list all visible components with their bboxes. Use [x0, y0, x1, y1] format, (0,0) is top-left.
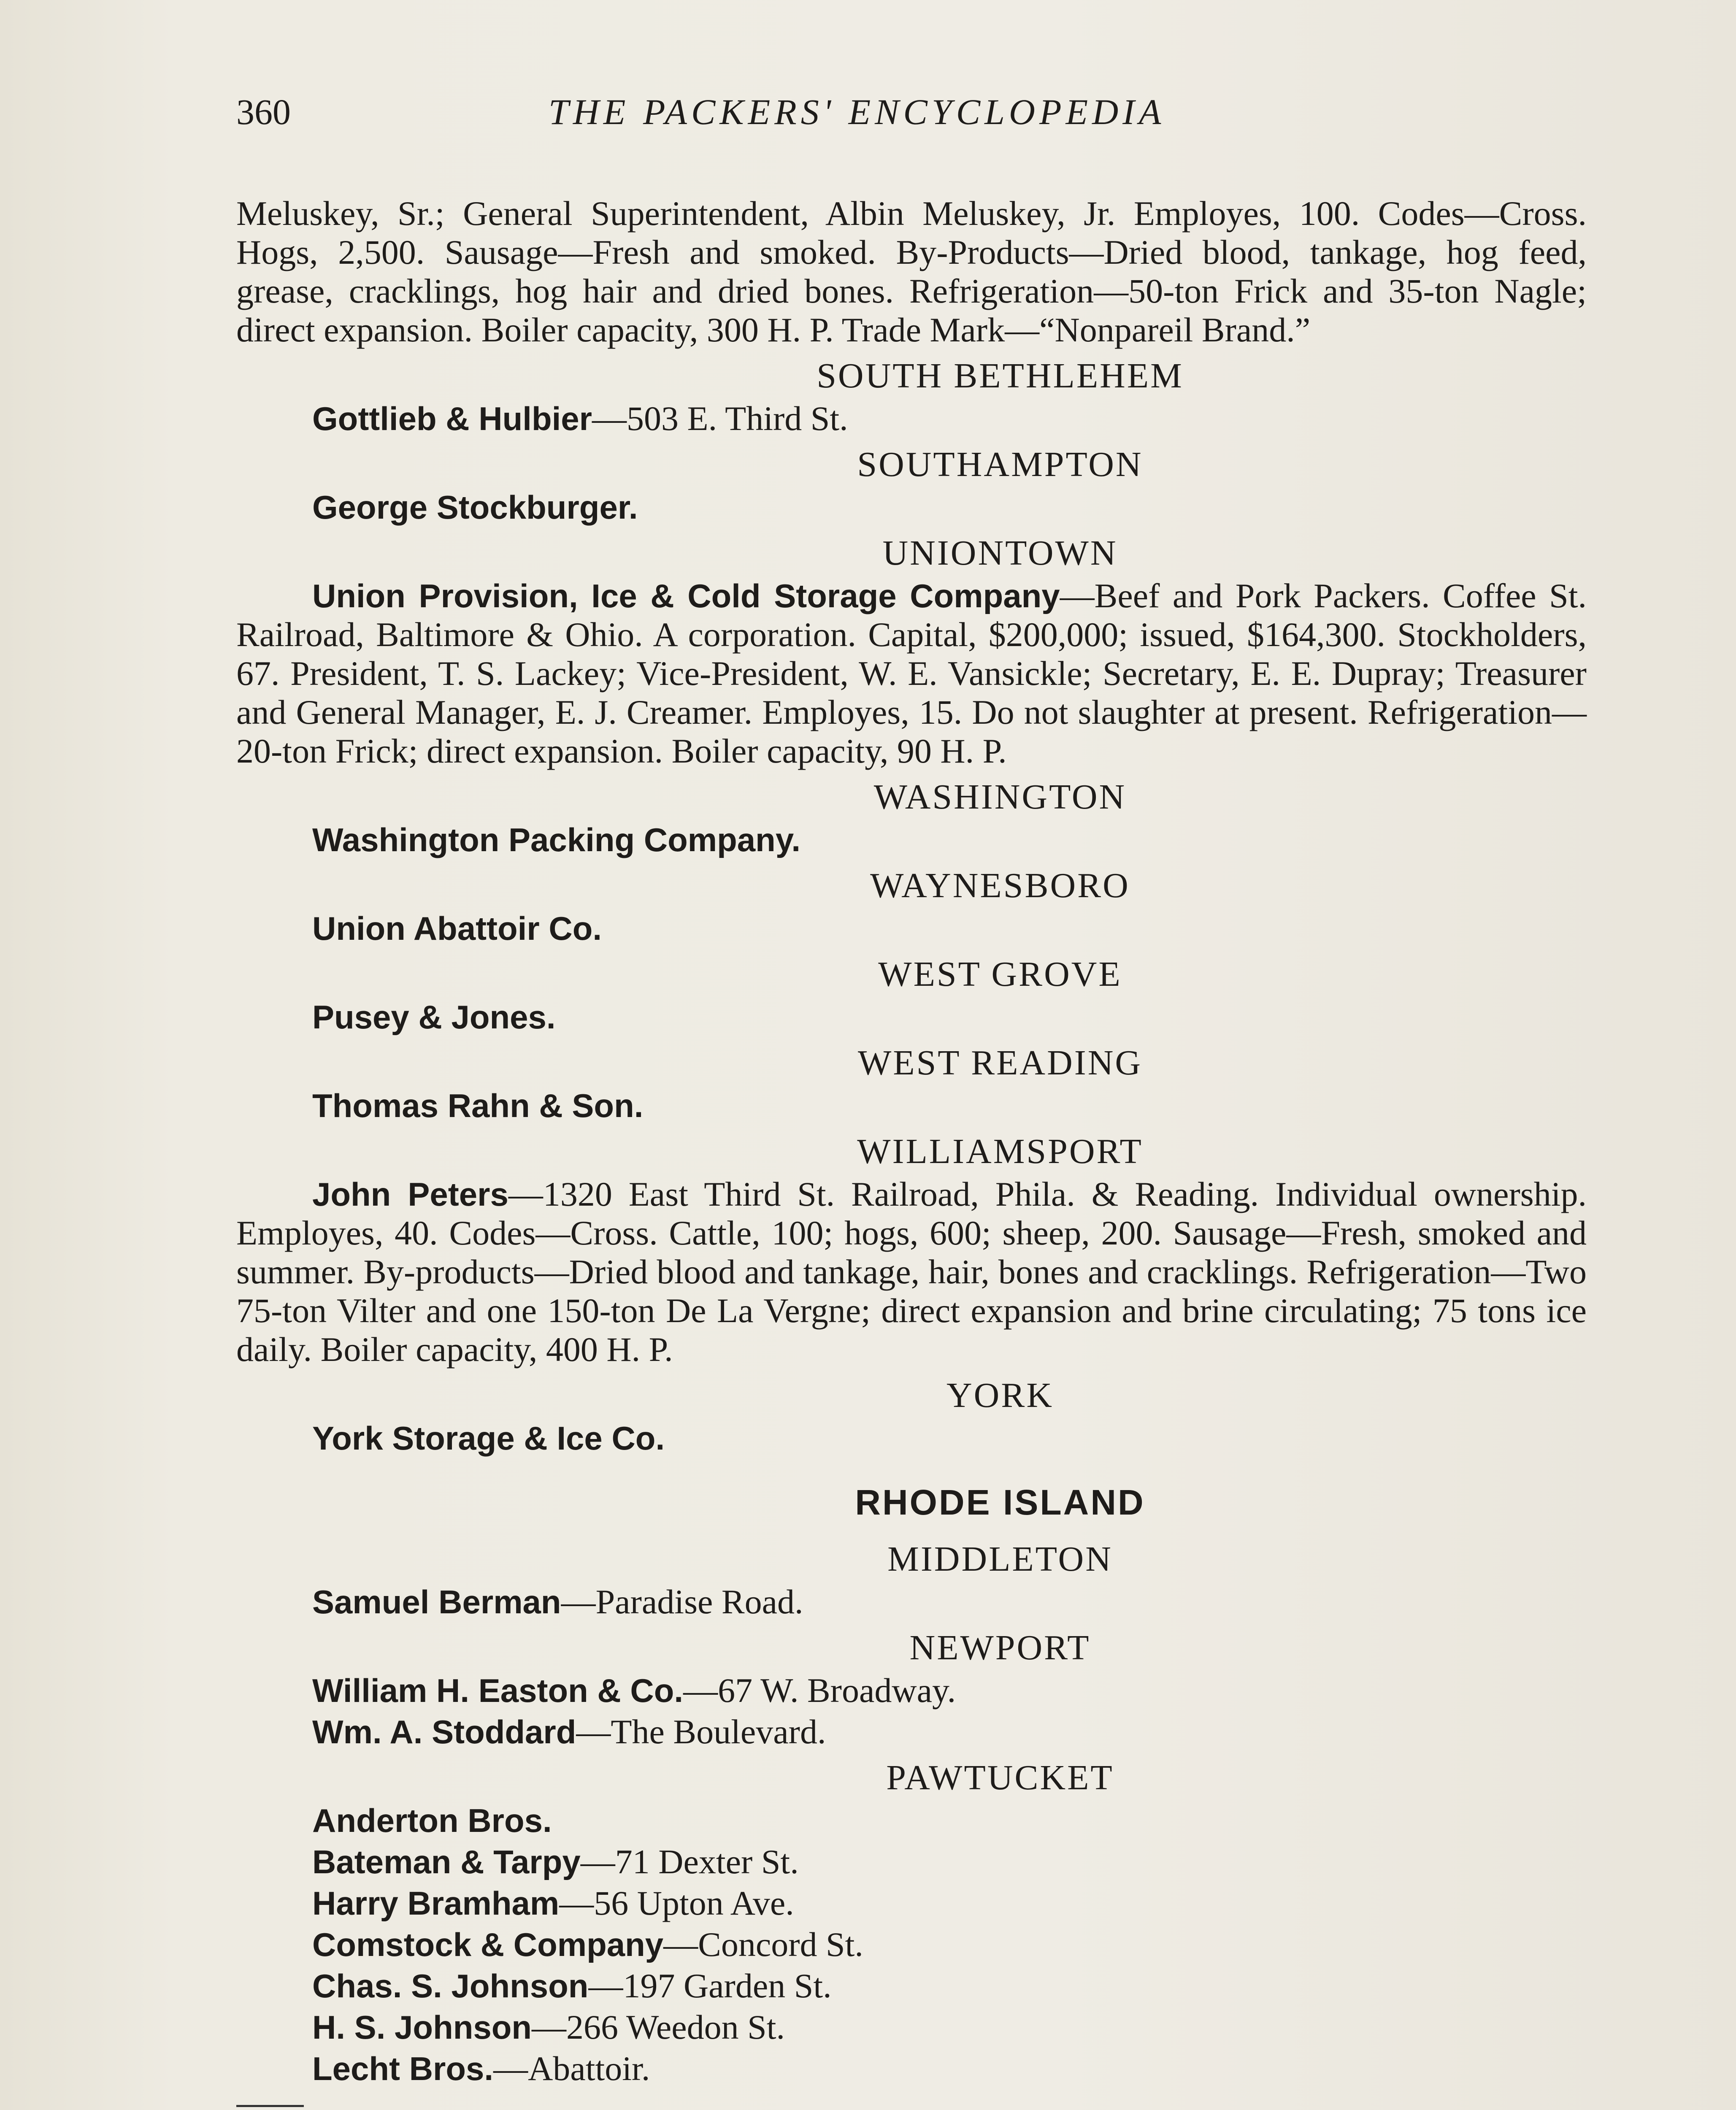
firm-detail: —1320 East Third St. Railroad, Phila. & Reading. Individual ownership. Employes, 40. Codes—Cross. Cattle, 100; hogs, 600; sheep, 200. Sausage—Fresh, smoked and summer. By-products—Dried blood and tankage, hair, bones and cracklings. Refrigeration—Two 75-ton Vilter and one 150-ton De La Vergne; direct expansion and brine circulating; 75 tons ice daily. Boiler capacity, 400 H. P.: [236, 1175, 1587, 1369]
footnote-rule: [236, 2105, 304, 2107]
listing-entry-detailed: [236, 1175, 1587, 1369]
firm-name: Union Provision, Ice & Cold Storage Company: [312, 577, 1060, 614]
place-heading: SOUTHAMPTON: [857, 445, 1143, 484]
listing-entry-detailed: [236, 576, 1587, 771]
place-heading: WEST READING: [857, 1043, 1143, 1082]
firm-name: Comstock & Company: [312, 1926, 664, 1963]
firm-name: Anderton Bros.: [312, 1802, 552, 1839]
listing-entry: [236, 2049, 1587, 2088]
firm-name: Gottlieb & Hulbier: [312, 400, 592, 437]
place-heading: MIDDLETON: [887, 1539, 1113, 1579]
page-header: [236, 91, 1289, 137]
firm-name: York Storage & Ice Co.: [312, 1420, 665, 1457]
listing-entry: [236, 488, 1587, 527]
listing-entry: [236, 1671, 1587, 1710]
firm-name: Harry Bramham: [312, 1885, 560, 1922]
firm-detail: —The Boulevard.: [576, 1712, 826, 1751]
place-heading: YORK: [946, 1376, 1054, 1415]
listing-entry: [236, 1884, 1587, 1923]
firm-detail: —56 Upton Ave.: [559, 1884, 794, 1922]
state-heading: RHODE ISLAND: [855, 1482, 1145, 1522]
firm-name: George Stockburger.: [312, 489, 638, 526]
firm-name: Chas. S. Johnson: [312, 1967, 589, 2004]
place-heading: WEST GROVE: [878, 955, 1122, 994]
firm-name: John Peters: [312, 1176, 508, 1213]
page-body: [236, 194, 1587, 2110]
firm-detail: —Concord St.: [663, 1925, 863, 1964]
firm-name: Union Abattoir Co.: [312, 910, 602, 947]
firm-detail: —266 Weedon St.: [532, 2008, 785, 2046]
firm-name: Bateman & Tarpy: [312, 1843, 581, 1880]
listing-entry: [236, 2008, 1587, 2047]
listing-entry: [236, 1086, 1587, 1125]
listing-entry: [236, 1925, 1587, 1964]
listing-entry: [236, 399, 1587, 438]
firm-name: H. S. Johnson: [312, 2009, 532, 2046]
firm-detail: —Beef and Pork Packers. Coffee St. Railroad, Baltimore & Ohio. A corporation. Capital, $200,000; issued, $164,300. Stockholders, 67. President, T. S. Lackey; Vice-President, W. E. Vansickle; Secretary, E. E. Dupray; Treasurer and General Manager, E. J. Creamer. Employes, 15. Do not slaughter at present. Refrigeration—20-ton Frick; direct expansion. Boiler capacity, 90 H. P.: [236, 576, 1587, 770]
place-heading: WILLIAMSPORT: [857, 1132, 1143, 1171]
firm-name: Lecht Bros.: [312, 2050, 494, 2087]
firm-name: Pusey & Jones.: [312, 998, 556, 1036]
firm-name: Samuel Berman: [312, 1583, 561, 1620]
firm-detail: —Paradise Road.: [561, 1582, 803, 1621]
listing-entry: [236, 1842, 1587, 1881]
place-heading: NEWPORT: [909, 1628, 1091, 1667]
place-heading: SOUTH BETHLEHEM: [817, 356, 1184, 395]
opening-paragraph: Meluskey, Sr.; General Superintendent, Albin Meluskey, Jr. Employes, 100. Codes—Cross. Hogs, 2,500. Sausage—Fresh and smoked. By-Products—Dried blood, tankage, hog feed, grease, cracklings, hog hair and dried bones. Refrigeration—50-ton Frick and 35-ton Nagle; direct expansion. Boiler capacity, 300 H. P. Trade Mark—“Nonpareil Brand.”: [236, 194, 1587, 349]
listing-entry: [236, 1712, 1587, 1751]
firm-detail: —503 E. Third St.: [592, 399, 848, 438]
listing-entry: [236, 998, 1587, 1036]
place-heading: WAYNESBORO: [870, 866, 1130, 905]
listing-entry: [236, 1419, 1587, 1458]
place-heading: UNIONTOWN: [882, 533, 1118, 573]
firm-name: Wm. A. Stoddard: [312, 1713, 576, 1750]
place-heading: PAWTUCKET: [886, 1758, 1114, 1797]
firm-detail: —197 Garden St.: [588, 1967, 832, 2005]
listing-entry: [236, 1582, 1587, 1621]
listing-entry: [236, 1801, 1587, 1840]
firm-name: Thomas Rahn & Son.: [312, 1087, 644, 1124]
listing-entry: [236, 820, 1587, 859]
page-number: 360: [236, 92, 291, 132]
firm-name: Washington Packing Company.: [312, 821, 801, 858]
running-title: THE PACKERS' ENCYCLOPEDIA: [549, 92, 1165, 132]
firm-detail: —Abattoir.: [493, 2049, 650, 2088]
listing-entry: [236, 909, 1587, 948]
listing-entry: [236, 1967, 1587, 2005]
place-heading: WASHINGTON: [873, 777, 1127, 817]
firm-detail: —71 Dexter St.: [580, 1842, 799, 1881]
firm-detail: —67 W. Broadway.: [683, 1671, 956, 1710]
firm-name: William H. Easton & Co.: [312, 1672, 684, 1709]
